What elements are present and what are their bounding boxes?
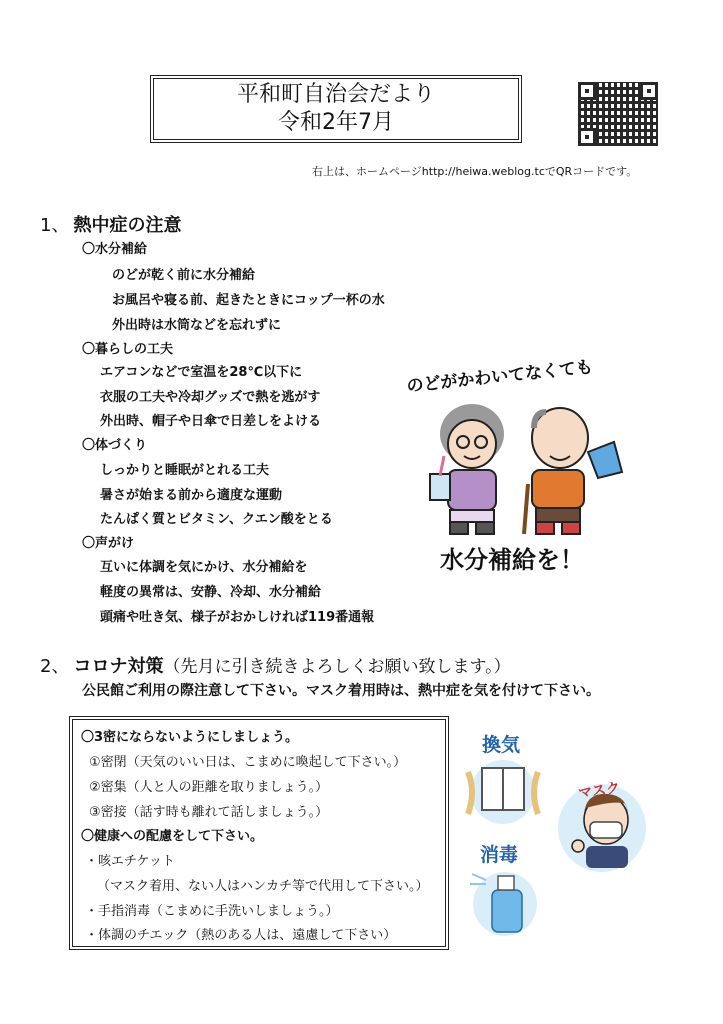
box-item-heading: 〇健康への配慮をして下さい。 bbox=[81, 829, 264, 844]
box-item-line: ・手指消毒（こまめに手洗いしましょう。） bbox=[85, 904, 339, 919]
group-line: たんぱく質とビタミン、クエン酸をとる bbox=[100, 512, 333, 527]
qr-note: 右上は、ホームページhttp://heiwa.weblog.tcでQRコードです。 bbox=[312, 165, 638, 178]
box-item-heading: 〇3密にならないようにしましょう。 bbox=[81, 730, 299, 745]
group-line: 衣服の工夫や冷却グッズで熱を逃がす bbox=[100, 390, 321, 405]
section2-title: コロナ対策 bbox=[73, 656, 164, 677]
group-label: 〇暮らしの工夫 bbox=[82, 342, 174, 357]
disinfect-label: 消毒 bbox=[480, 844, 519, 866]
box-item-line: （マスク着用、ない人はハンカチ等で代用して下さい。） bbox=[97, 879, 429, 894]
box-item-line: ③密接（話す時も離れて話しましょう。） bbox=[89, 805, 329, 820]
group-line: エアコンなどで室温を28℃以下に bbox=[100, 365, 303, 380]
section2-number: 2、 bbox=[40, 656, 70, 677]
box-item-line: ①密閉（天気のいい日は、こまめに喚起して下さい。） bbox=[89, 755, 407, 770]
hydration-illustration bbox=[400, 356, 640, 576]
group-line: 頭痛や吐き気、様子がおかしければ119番通報 bbox=[100, 610, 375, 625]
disinfect-icon bbox=[460, 840, 550, 940]
box-item-line: ②密集（人と人の距離を取りましょう。） bbox=[89, 780, 329, 795]
ventilation-icon bbox=[458, 730, 548, 826]
group-line: お風呂や寝る前、起きたときにコップ一杯の水 bbox=[112, 293, 385, 308]
section1-title: 熱中症の注意 bbox=[73, 215, 182, 236]
section2-subtitle: （先月に引き続きよろしくお願い致します。） bbox=[163, 657, 511, 677]
newsletter-title-box bbox=[153, 78, 519, 140]
section1-number: 1、 bbox=[40, 215, 70, 236]
section1-heading bbox=[40, 211, 181, 237]
qr-code-icon bbox=[578, 82, 658, 146]
mask-label: マスク bbox=[577, 780, 622, 802]
illustration-bottom-caption: 水分補給を！ bbox=[440, 546, 584, 574]
newsletter-title: 平和町自治会だより bbox=[236, 82, 435, 107]
mask-icon bbox=[556, 774, 648, 874]
group-line: 外出時、帽子や日傘で日差しをよける bbox=[100, 414, 322, 429]
group-label: 〇声がけ bbox=[82, 536, 135, 551]
group-label: 〇水分補給 bbox=[82, 242, 148, 257]
group-line: 暑さが始まる前から適度な運動 bbox=[100, 488, 283, 503]
ventilation-label: 換気 bbox=[482, 734, 521, 756]
corona-measures-box bbox=[72, 719, 446, 947]
section2-notice: 公民館ご利用の際注意して下さい。マスク着用時は、熱中症を気を付けて下さい。 bbox=[82, 683, 600, 699]
group-line: 外出時は水筒などを忘れずに bbox=[112, 318, 282, 333]
box-item-line: ・体調のチエック（熱のある人は、遠慮して下さい） bbox=[85, 928, 397, 943]
newsletter-date: 令和2年7月 bbox=[278, 110, 394, 135]
group-line: 軽度の異常は、安静、冷却、水分補給 bbox=[100, 585, 322, 600]
group-line: しっかりと睡眠がとれる工夫 bbox=[100, 463, 270, 478]
group-label: 〇体づくり bbox=[82, 438, 148, 453]
box-item-line: ・咳エチケット bbox=[85, 854, 175, 869]
group-line: 互いに体調を気にかけ、水分補給を bbox=[100, 560, 308, 575]
illustration-top-caption: のどがかわいてなくても bbox=[405, 357, 594, 397]
section2-heading bbox=[40, 652, 511, 678]
group-line: のどが乾く前に水分補給 bbox=[112, 268, 256, 283]
